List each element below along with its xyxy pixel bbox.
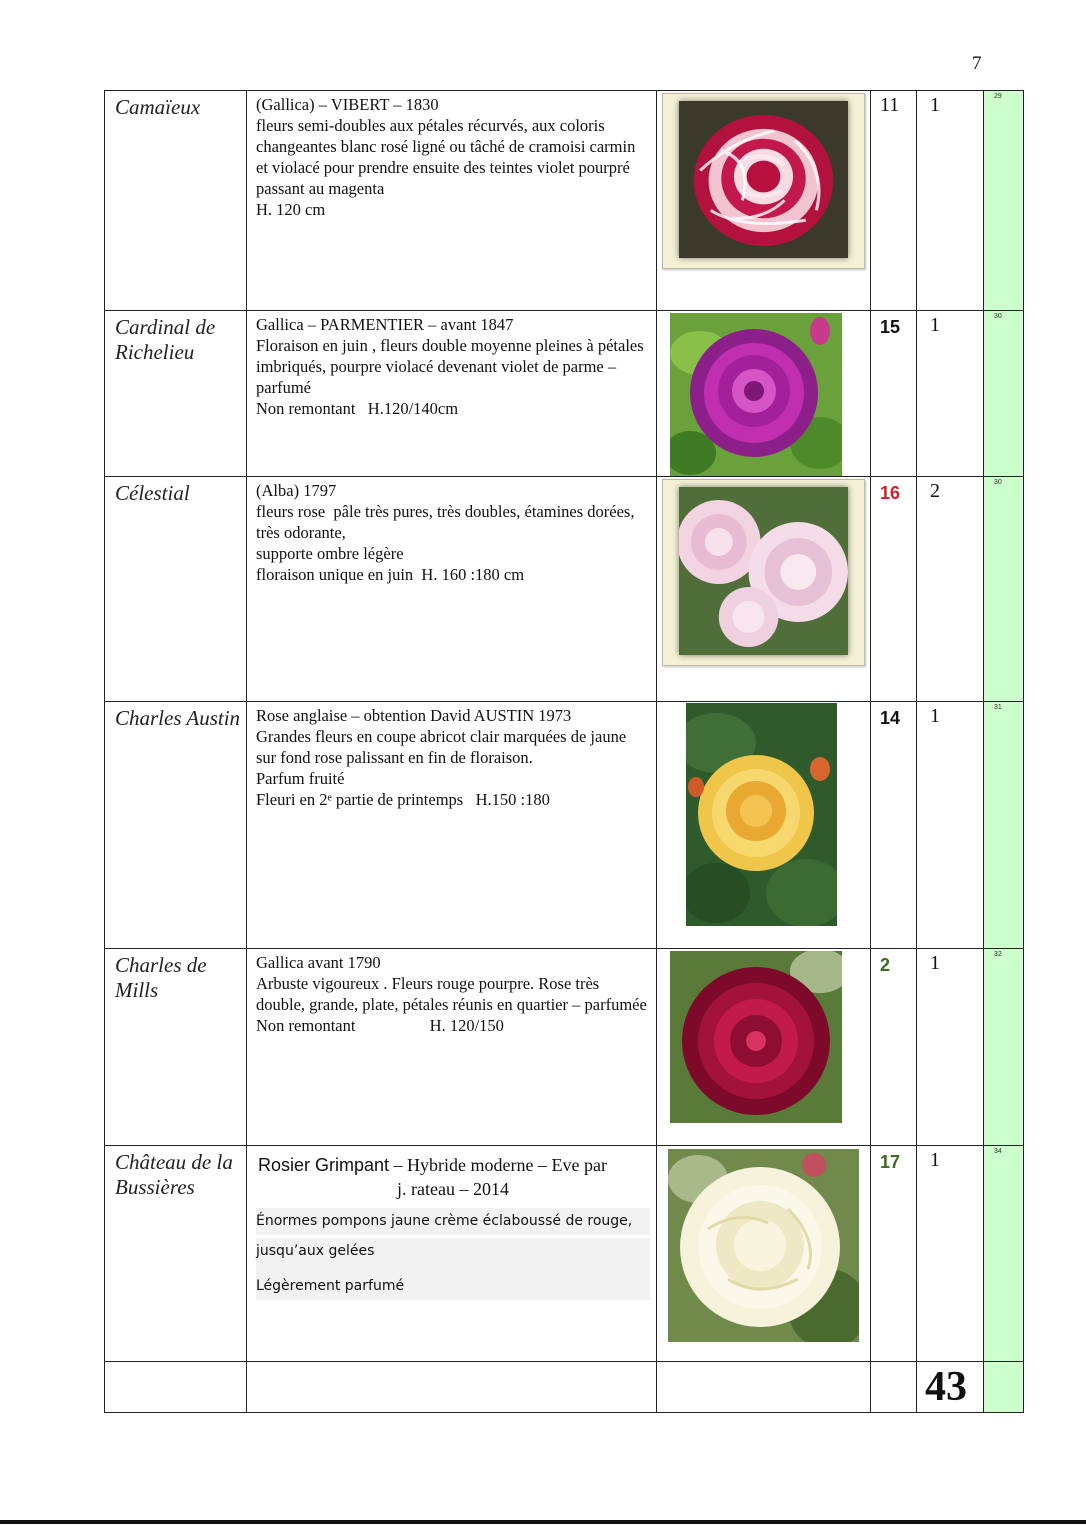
rose-description: Gallica avant 1790 Arbuste vigoureux . Fleurs rouge pourpre. Rose très double, grande, plate, pétales réunis en quartier – parfumée Non remontant H. 120/150 xyxy=(256,953,647,1035)
table-row xyxy=(105,1146,1024,1362)
rose-number: 17 xyxy=(871,1146,917,1362)
rose-heading-rest: – Hybride moderne – Eve par xyxy=(389,1155,607,1175)
rose-ref: 32 xyxy=(984,949,1024,1146)
rose-description-line: Légèrement parfumé xyxy=(256,1265,650,1300)
rose-description: (Gallica) – VIBERT – 1830 fleurs semi-doubles aux pétales récurvés, aux coloris changeantes blanc rosé ligné ou tâché de cramoisi carmin et violacé pour prendre ensuite des teintes violet pourpré passant au magenta H. 120 cm xyxy=(256,95,636,219)
rose-number: 14 xyxy=(871,702,917,949)
rose-heading xyxy=(258,1153,650,1178)
rose-ref: 30 xyxy=(984,311,1024,477)
rose-number: 11 xyxy=(871,91,917,311)
rose-ref: 31 xyxy=(984,702,1024,949)
table-row xyxy=(105,91,1024,311)
rose-description-line: Énormes pompons jaune crème éclaboussé de rouge, xyxy=(256,1208,650,1235)
striped-pink-rose-photo xyxy=(679,101,848,258)
rose-quantity: 2 xyxy=(917,477,984,702)
rose-quantity: 1 xyxy=(917,311,984,477)
table-row xyxy=(105,477,1024,702)
page-number: 7 xyxy=(972,53,982,74)
total-row xyxy=(105,1362,1024,1413)
rose-type: Rosier Grimpant xyxy=(258,1155,390,1175)
rose-name: Château de la Bussières xyxy=(105,1146,247,1362)
rose-ref: 29 xyxy=(984,91,1024,311)
rose-description: Gallica – PARMENTIER – avant 1847 Floraison en juin , fleurs double moyenne pleines à pétales imbriqués, pourpre violacé devenant violet de parme – parfumé Non remontant H.120/140cm xyxy=(256,315,644,418)
rose-name: Camaïeux xyxy=(105,91,247,311)
rose-quantity: 1 xyxy=(917,949,984,1146)
table-row xyxy=(105,949,1024,1146)
rose-number: 2 xyxy=(871,949,917,1146)
rose-name: Charles Austin xyxy=(105,702,247,949)
rose-description: (Alba) 1797 fleurs rose pâle très pures, très doubles, étamines dorées, très odorante, supporte ombre légère floraison unique en juin H. 160 :180 cm xyxy=(256,481,635,584)
rose-number: 16 xyxy=(871,477,917,702)
rose-name: Célestial xyxy=(105,477,247,702)
yellow-rose-photo xyxy=(686,703,837,926)
magenta-rose-photo xyxy=(670,313,842,476)
rose-quantity: 1 xyxy=(917,702,984,949)
table-row xyxy=(105,702,1024,949)
cream-rose-photo xyxy=(668,1149,859,1342)
rose-heading-line2: j. rateau – 2014 xyxy=(397,1179,509,1199)
rose-description-line: jusqu’aux gelées xyxy=(256,1238,650,1265)
photo-frame xyxy=(662,479,865,666)
rose-catalog-table xyxy=(104,90,1024,1413)
bottom-rule xyxy=(0,1520,1086,1524)
rose-description: Rose anglaise – obtention David AUSTIN 1973 Grandes fleurs en coupe abricot clair marquées de jaune sur fond rose palissant en fin de floraison. Parfum fruité Fleuri en 2ᵉ partie de printemps H.150 :180 xyxy=(256,706,627,809)
table-row xyxy=(105,311,1024,477)
rose-ref: 34 xyxy=(984,1146,1024,1362)
photo-frame xyxy=(662,93,865,269)
rose-number: 15 xyxy=(871,311,917,477)
total-count: 43 xyxy=(917,1362,984,1413)
pale-pink-roses-photo xyxy=(679,487,848,655)
rose-ref: 30 xyxy=(984,477,1024,702)
rose-name: Charles de Mills xyxy=(105,949,247,1146)
rose-quantity: 1 xyxy=(917,91,984,311)
rose-name: Cardinal de Richelieu xyxy=(105,311,247,477)
rose-quantity: 1 xyxy=(917,1146,984,1362)
crimson-rose-photo xyxy=(670,951,842,1123)
